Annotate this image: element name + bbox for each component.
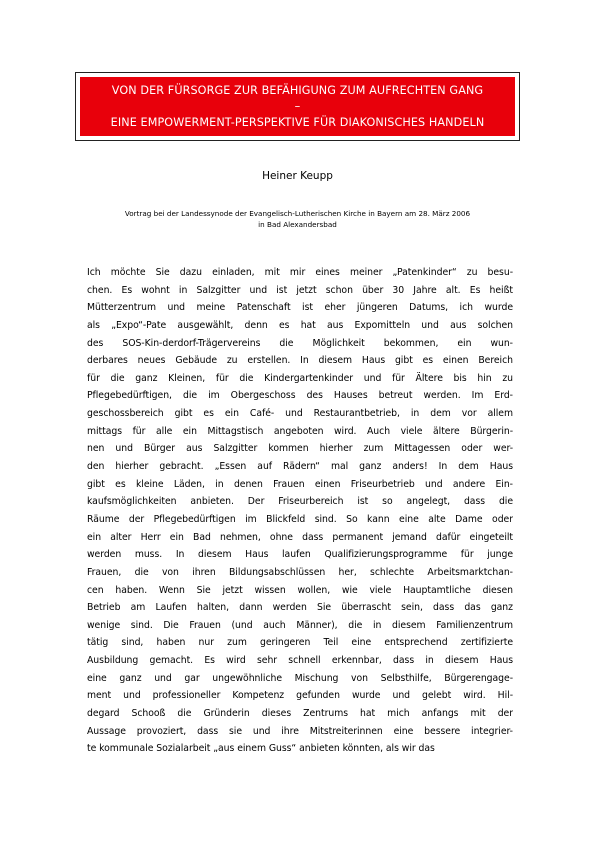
title-line-1: VON DER FÜRSORGE ZUR BEFÄHIGUNG ZUM AUFRECHTEN GANG	[111, 83, 484, 97]
body-line: geschossbereich gibt es ein Café- und Restaurantbetrieb, in dem vor allem	[87, 408, 513, 420]
title-dash: –	[294, 99, 301, 113]
body-line: Ausbildung gemacht. Es wird sehr schnell erkennbar, dass in diesem Haus	[87, 655, 513, 667]
body-line: gibt es kleine Läden, in denen Frauen einen Friseurbetrieb und andere Ein-	[87, 478, 513, 490]
title-banner	[80, 77, 515, 136]
body-line: als „Expo“-Pate ausgewählt, denn es hat aus Expomitteln und aus solchen	[87, 319, 513, 331]
body-line: derbares neues Gebäude zu erstellen. In diesem Haus gibt es einen Bereich	[87, 355, 513, 367]
body-line: Aussage provoziert, dass sie und ihre Mitstreiterinnen eine bessere integrier-	[87, 725, 513, 737]
body-line: wenige sind. Die Frauen (und auch Männer), die in diesem Familienzentrum	[87, 619, 513, 631]
body-line: Mütterzentrum und meine Patenschaft ist eher jüngeren Datums, ich wurde	[87, 302, 513, 314]
body-text	[87, 264, 513, 758]
body-line: des SOS-Kin-derdorf-Trägervereins die Möglichkeit bekommen, ein wun-	[87, 337, 513, 349]
body-line: nen und Bürger aus Salzgitter kommen hierher zum Mittagessen oder wer-	[87, 443, 513, 455]
body-line: werden muss. In diesem Haus laufen Qualifizierungsprogramme für junge	[87, 549, 513, 561]
body-line: eine ganz und gar ungewöhnliche Mischung von Selbsthilfe, Bürgerengage-	[87, 672, 513, 684]
body-line: te kommunale Sozialarbeit „aus einem Guss“ anbieten könnten, als wir das	[87, 743, 435, 755]
body-line: ment und professioneller Kompetenz gefunden wurde und gelebt wird. Hil-	[87, 690, 513, 702]
body-line: Ich möchte Sie dazu einladen, mit mir eines meiner „Patenkinder“ zu besu-	[87, 267, 513, 278]
body-line: Frauen, die von ihren Bildungsabschlüssen her, schlechte Arbeitsmarktchan-	[87, 566, 513, 578]
author-name: Heiner Keupp	[262, 170, 333, 182]
body-line: für die ganz Kleinen, für die Kindergartenkinder und für Ältere bis hin zu	[87, 372, 513, 384]
lecture-line-1: Vortrag bei der Landessynode der Evangelisch-Lutherischen Kirche in Bayern am 28. März 2006	[124, 209, 471, 218]
lecture-note	[70, 208, 525, 230]
body-line: Betrieb am Laufen halten, dann werden Sie überrascht sein, dass das ganz	[87, 602, 513, 614]
body-line: Räume der Pflegebedürftigen im Blickfeld sind. So kann eine alte Dame oder	[87, 513, 513, 525]
body-line: den hierher gebracht. „Essen auf Rädern“ mal ganz anders! In dem Haus	[87, 461, 513, 473]
body-line: degard Schooß die Gründerin dieses Zentrums hat mich anfangs mit der	[87, 708, 513, 720]
body-line: tätig sind, haben nur zum geringeren Teil eine entsprechend zertifizierte	[87, 637, 513, 649]
body-line: cen haben. Wenn Sie jetzt wissen wollen, wie viele Hauptamtliche diesen	[87, 584, 513, 596]
title-line-2: EINE EMPOWERMENT-PERSPEKTIVE FÜR DIAKONISCHES HANDELN	[110, 115, 485, 129]
body-line: kaufsmöglichkeiten anbieten. Der Friseurbereich ist so angelegt, dass die	[87, 496, 513, 508]
body-line: Pflegebedürftigen, die im Obergeschoss des Hauses betreut werden. Im Erd-	[87, 390, 513, 402]
title-box	[75, 72, 520, 141]
body-line: ein alter Herr ein Bad nehmen, ohne dass permanent jemand dafür eingeteilt	[87, 531, 513, 543]
body-line: mittags für alle ein Mittagstisch angeboten wird. Auch viele ältere Bürgerin-	[87, 425, 513, 437]
body-line: chen. Es wohnt in Salzgitter und ist jetzt schon über 30 Jahre alt. Es heißt	[87, 284, 513, 296]
lecture-line-2: in Bad Alexandersbad	[258, 220, 337, 229]
